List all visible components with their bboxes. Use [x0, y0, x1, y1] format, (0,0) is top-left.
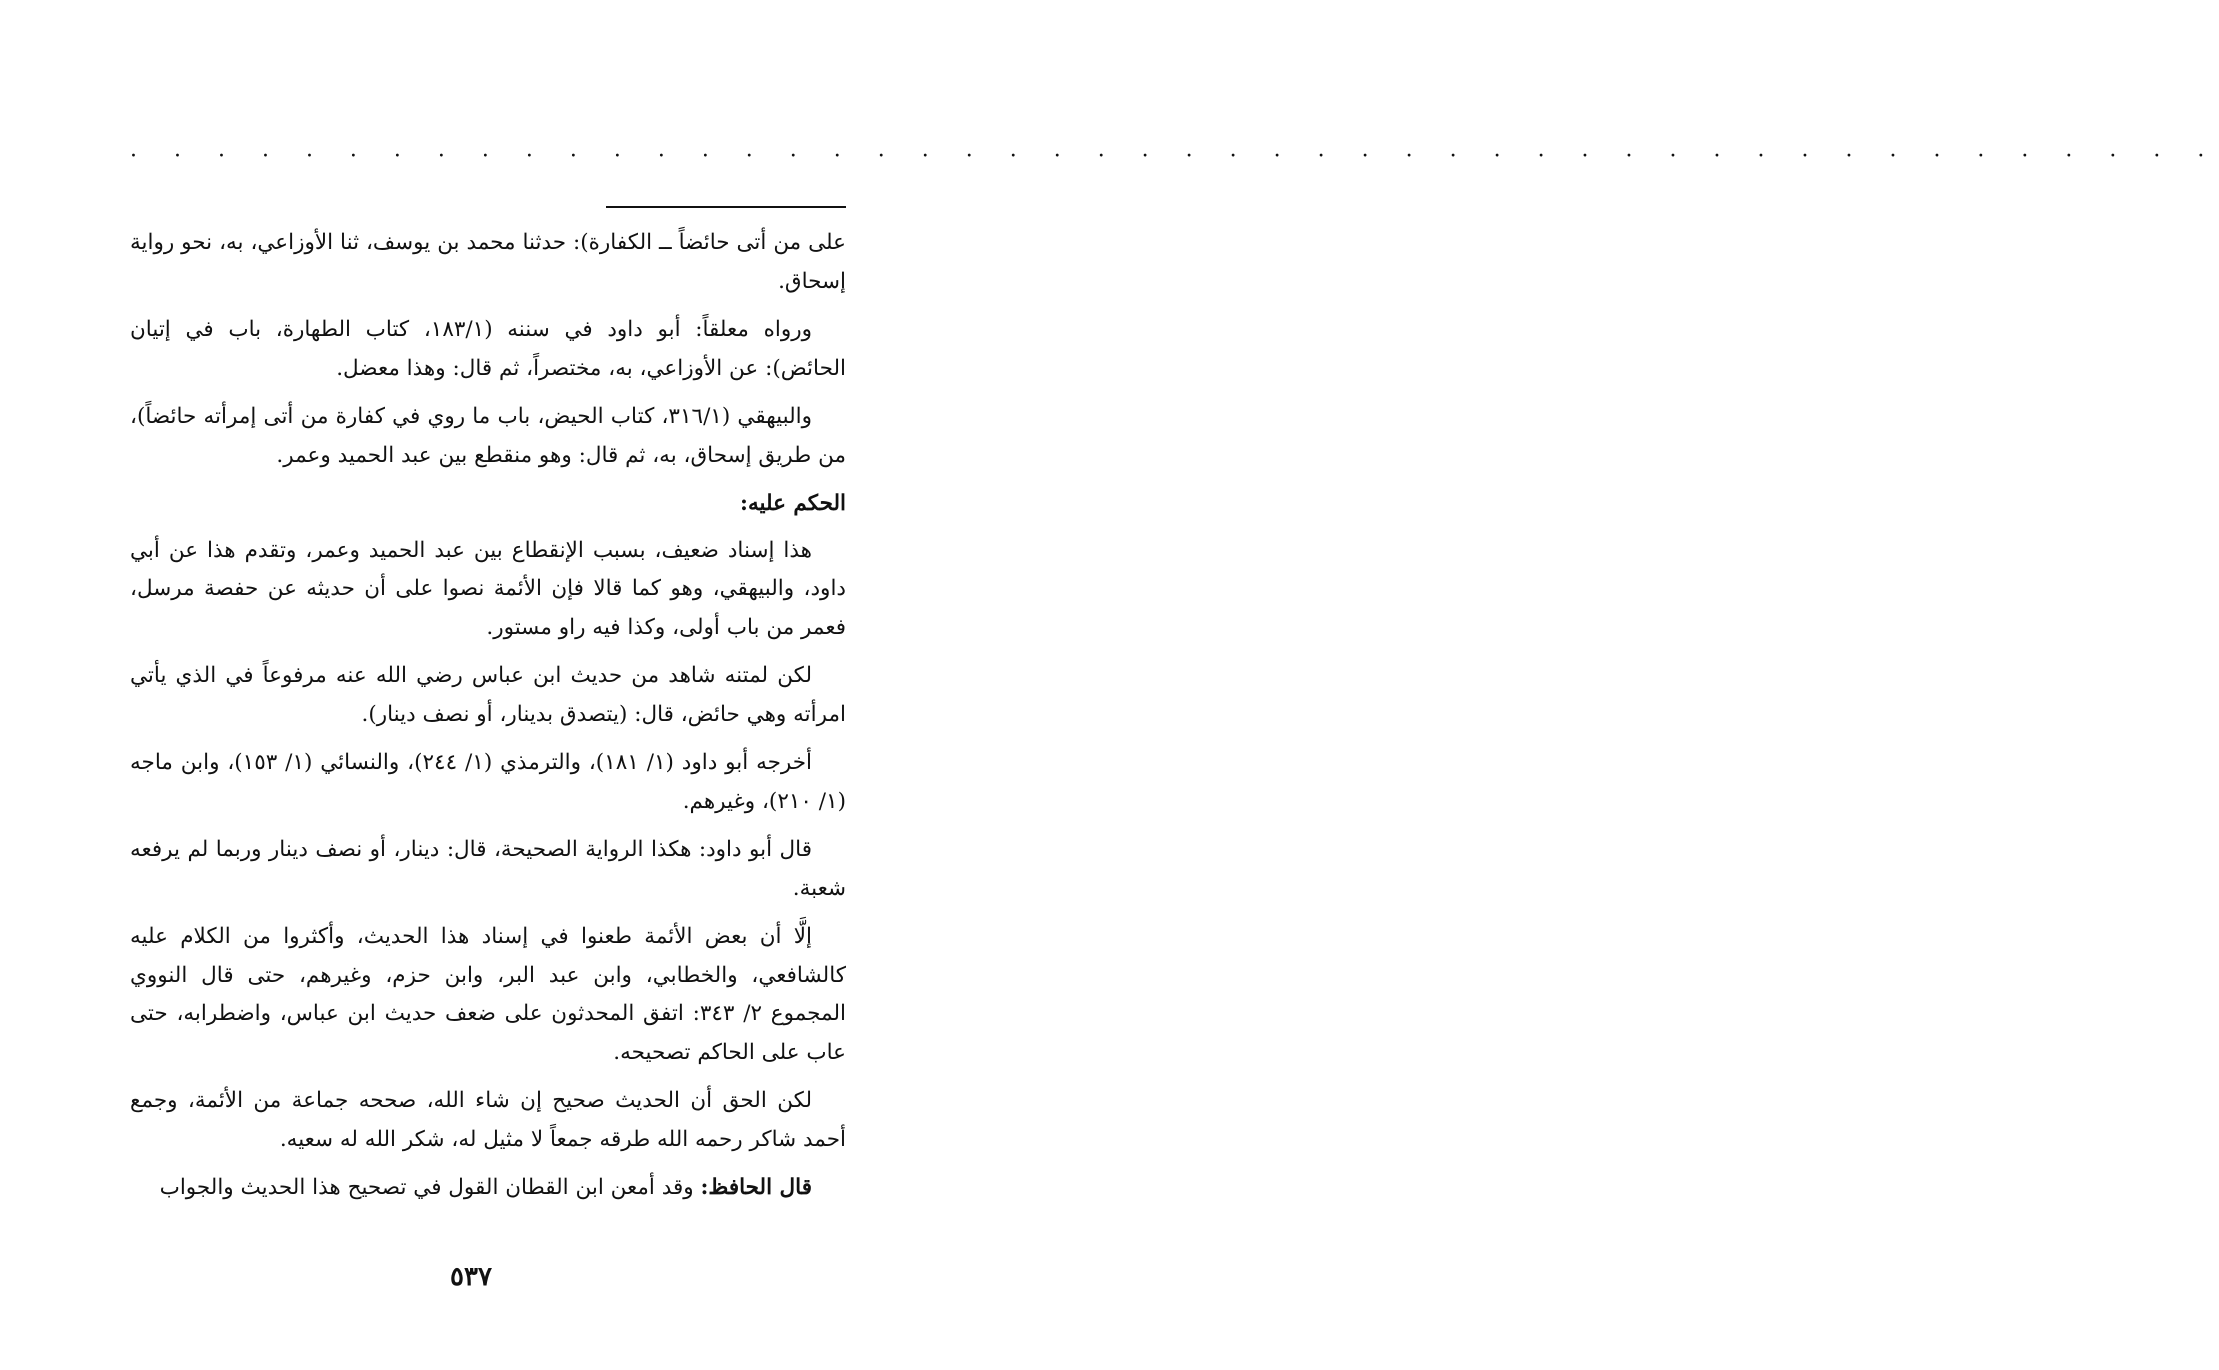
section-heading-ruling: الحكم عليه:: [740, 491, 846, 516]
page-body: [130, 224, 846, 1218]
quote-lead-label: قال الحافظ:: [700, 1175, 812, 1200]
paragraph-abu-dawud-comment: قال أبو داود: هكذا الرواية الصحيحة، قال: دينار، أو نصف دينار وربما لم يرفعه شعبة.: [130, 837, 846, 901]
paragraph-criticism: إلَّا أن بعض الأئمة طعنوا في إسناد هذا الحديث، وأكثروا من الكلام عليه كالشافعي، والخطابي، وابن عبد البر، وابن حزم، وغيرهم، حتى قال النووي المجموع ٢/ ٣٤٣: اتفق المحدثون على ضعف حديث ابن عباس، واضطرابه، حتى عاب على الحاكم تصحيحه.: [130, 924, 846, 1065]
paragraph-abu-dawud-muallaq: ورواه معلقاً: أبو داود في سننه (١٨٣/١، كتاب الطهارة، باب في إتيان الحائض): عن الأوزاعي، به، مختصراً، ثم قال: وهذا معضل.: [130, 317, 846, 381]
paragraph-hafiz-quote: [130, 1169, 846, 1208]
paragraph-continuation: على من أتى حائضاً ــ الكفارة): حدثنا محمد بن يوسف، ثنا الأوزاعي، به، نحو رواية إسحاق.: [130, 230, 846, 294]
quote-text: وقد أمعن ابن القطان القول في تصحيح هذا الحديث والجواب: [159, 1175, 701, 1200]
paragraph-takhrij: أخرجه أبو داود (١/ ١٨١)، والترمذي (١/ ٢٤٤)، والنسائي (١/ ١٥٣)، وابن ماجه (١/ ٢١٠)، وغيرهم.: [130, 750, 846, 814]
page-number: ٥٣٧: [450, 1262, 492, 1292]
footnote-rule: [606, 206, 846, 208]
paragraph-supporting-narration: لكن لمتنه شاهد من حديث ابن عباس رضي الله عنه مرفوعاً في الذي يأتي امرأته وهي حائض، قال: (يتصدق بدينار، أو نصف دينار).: [130, 663, 846, 727]
dotted-separator: · · · · · · · · · · · · · · · · · · · · · · · · · · · · · · · · · · · · · · · · · · · · · · · ·: [130, 144, 2219, 169]
paragraph-weak-isnad: هذا إسناد ضعيف، بسبب الإنقطاع بين عبد الحميد وعمر، وتقدم هذا عن أبي داود، والبيهقي، وهو كما قالا فإن الأئمة نصوا على أن حديثه عن حفصة مرسل، فعمر من باب أولى، وكذا فيه راو مستور.: [130, 537, 846, 640]
paragraph-authentication: لكن الحق أن الحديث صحيح إن شاء الله، صححه جماعة من الأئمة، وجمع أحمد شاكر رحمه الله طرقه جمعاً لا مثيل له، شكر الله له سعيه.: [130, 1088, 846, 1152]
paragraph-bayhaqi: والبيهقي (٣١٦/١، كتاب الحيض، باب ما روي في كفارة من أتى إمرأته حائضاً)، من طريق إسحاق، به، ثم قال: وهو منقطع بين عبد الحميد وعمر.: [130, 404, 846, 468]
